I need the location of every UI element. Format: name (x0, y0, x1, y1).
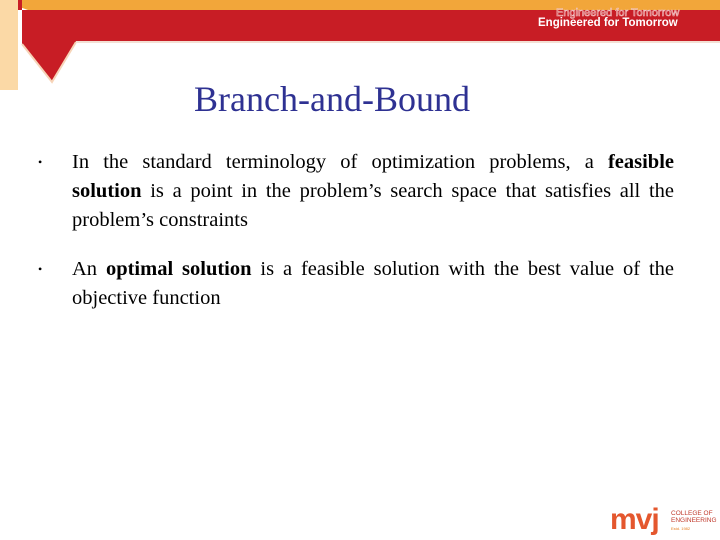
term-feasible-solution: feasible solution (72, 151, 674, 202)
term-optimal-solution: optimal solution (105, 258, 252, 280)
logo-mark: mvj (610, 503, 659, 536)
bullet-item (38, 148, 674, 235)
text-run: is a point in the problem’s search space that satisfies all the problem’s constraints (72, 180, 674, 231)
header-tagline-outline: Engineered for Tomorrow (556, 7, 680, 19)
logo-line2: ENGINEERING (671, 517, 717, 524)
bullet-list (38, 148, 674, 333)
bullet-item (38, 255, 674, 313)
bullet-text (72, 258, 674, 309)
bullet-dot: • (38, 262, 43, 276)
header-tagline: Engineered for Tomorrow (538, 17, 678, 29)
text-run: In the standard terminology of optimization problems, a (72, 151, 608, 173)
logo-line1: COLLEGE OF (671, 510, 713, 517)
logo-text (671, 510, 717, 524)
banner-left-stripe (0, 0, 18, 90)
logo-sub: Estd. 1982 (671, 526, 691, 531)
text-run: An (72, 258, 106, 280)
text-run: is a feasible solution with the best value of the objective function (72, 258, 675, 309)
bullet-dot: • (38, 155, 43, 169)
bullet-text (72, 151, 674, 231)
slide-title: Branch-and-Bound (194, 79, 470, 119)
college-logo (610, 505, 720, 540)
